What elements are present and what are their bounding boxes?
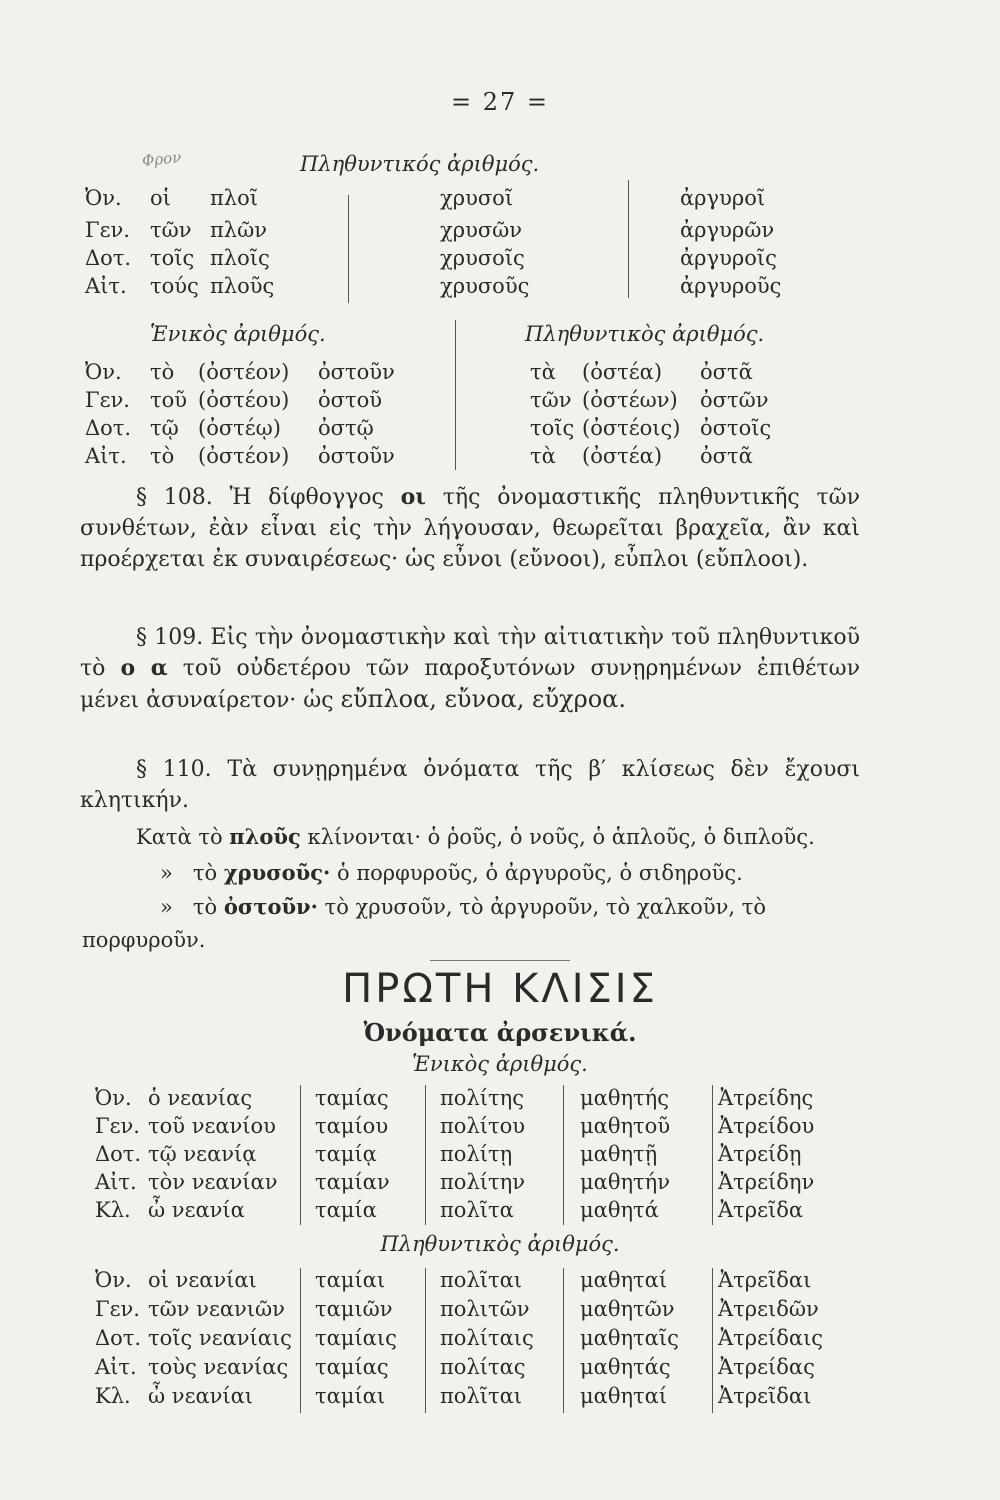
table1-row-3-word: πλοῦς — [210, 274, 275, 298]
sg-divider-4 — [712, 1085, 713, 1225]
table1-row-2-col3: ἀργυροῖς — [680, 246, 777, 270]
sg-divider-3 — [563, 1085, 564, 1225]
line-porphyroun: πορφυροῦν. — [82, 928, 206, 952]
sg-row-0-c2: ταμίας — [315, 1086, 389, 1110]
pl-row-3-c1: τοὺς νεανίας — [148, 1355, 289, 1379]
table2-row-3-r-word: ὀστᾶ — [700, 444, 753, 468]
sg-row-4-case: Κλ. — [95, 1198, 131, 1222]
pl-row-1-c1: τῶν νεανιῶν — [148, 1297, 285, 1321]
table2-row-0-case: Ὀν. — [85, 360, 122, 384]
table2-row-0-r-paren: (ὀστέα) — [582, 360, 663, 384]
section-rule — [430, 960, 570, 961]
table2-row-0-paren: (ὀστέον) — [198, 360, 290, 384]
table1-row-1-art: τῶν — [150, 218, 192, 242]
line2-c: ὁ πορφυροῦς, ὁ ἀργυροῦς, ὁ σιδηροῦς. — [337, 861, 743, 885]
table1-row-1-col2: χρυσῶν — [440, 218, 523, 242]
sg-row-0-c4: μαθητής — [580, 1086, 670, 1110]
table2-row-0-art: τὸ — [150, 360, 175, 384]
sg-row-1-c5: Ἀτρείδου — [718, 1114, 815, 1138]
table2-row-1-r-paren: (ὀστέων) — [582, 388, 678, 412]
section-title: ΠΡΩΤΗ ΚΛΙΣΙΣ — [342, 966, 658, 1012]
table2-row-3-word: ὀστοῦν — [318, 444, 395, 468]
plural-heading: Πληθυντικὸς ἀριθμός. — [380, 1232, 620, 1256]
para108-text-1: Ἡ δίφθογγος — [229, 485, 384, 510]
pl-row-4-c5: Ἀτρεῖδαι — [718, 1384, 812, 1408]
table2-row-0-r-art: τὰ — [530, 360, 556, 384]
table2-row-3-r-art: τὰ — [530, 444, 556, 468]
table1-row-0-case: Ὀν. — [85, 186, 122, 210]
pl-row-0-c5: Ἀτρεῖδαι — [718, 1268, 812, 1292]
pl-row-4-c4: μαθηταί — [580, 1384, 668, 1408]
sg-divider-1 — [300, 1085, 301, 1225]
sg-row-2-c1: τῷ νεανίᾳ — [148, 1142, 257, 1166]
paragraph-109 — [80, 622, 860, 716]
pl-row-3-c4: μαθητάς — [580, 1355, 671, 1379]
line3-a: τὸ — [192, 895, 218, 919]
sg-row-3-c5: Ἀτρείδην — [718, 1170, 815, 1194]
table1-row-0-col2: χρυσοῖ — [440, 186, 514, 210]
table1-row-3-col2: χρυσοῦς — [440, 274, 530, 298]
para109-text-1: Εἰς τὴν ὀνομαστικὴν καὶ τὴν αἰτιατικὴν τοῦ πληθυντικοῦ τὸ — [80, 625, 861, 681]
line1-c: κλίνονται· ὁ ῥοῦς, ὁ νοῦς, ὁ ἁπλοῦς, ὁ διπλοῦς. — [307, 825, 815, 849]
handwritten-marginalia: Φρον — [141, 147, 183, 171]
table2-row-3-case: Αἰτ. — [85, 444, 127, 468]
table1-row-0-col3: ἀργυροῖ — [680, 186, 766, 210]
table1-row-1-col3: ἀργυρῶν — [680, 218, 775, 242]
sg-row-2-case: Δοτ. — [95, 1142, 142, 1166]
table1-row-3-art: τούς — [150, 274, 199, 298]
para109-text-3: εὔπλοα, εὔνοα, εὔχροα. — [340, 685, 626, 713]
line-plous — [136, 824, 815, 849]
sg-row-1-case: Γεν. — [95, 1114, 140, 1138]
pl-divider-4 — [712, 1268, 713, 1413]
table2-row-1-word: ὀστοῦ — [318, 388, 383, 412]
pl-row-4-case: Κλ. — [95, 1384, 131, 1408]
para108-bold: οι — [400, 484, 426, 510]
pl-row-0-case: Ὀν. — [95, 1268, 132, 1292]
sg-row-2-c2: ταμίᾳ — [315, 1142, 377, 1166]
table2-row-2-paren: (ὀστέῳ) — [198, 416, 281, 440]
para108-number: § 108. — [136, 485, 213, 510]
table1-divider-1 — [348, 195, 349, 303]
table1-heading: Πληθυντικός ἀριθμός. — [300, 152, 540, 176]
pl-row-2-c4: μαθηταῖς — [580, 1326, 679, 1350]
sg-row-1-c2: ταμίου — [315, 1114, 389, 1138]
table2-row-2-word: ὀστῷ — [318, 416, 374, 440]
table2-row-2-r-word: ὀστοῖς — [700, 416, 772, 440]
sg-row-3-case: Αἰτ. — [95, 1170, 137, 1194]
table2-divider — [455, 320, 456, 470]
pl-row-3-c5: Ἀτρείδας — [718, 1355, 815, 1379]
paragraph-108 — [80, 482, 860, 575]
table2-heading-right: Πληθυντικὸς ἀριθμός. — [525, 322, 765, 346]
singular-heading: Ἑνικὸς ἀριθμός. — [412, 1052, 588, 1076]
pl-row-4-c2: ταμίαι — [315, 1384, 386, 1408]
table2-row-2-art: τῷ — [150, 416, 179, 440]
sg-row-1-c1: τοῦ νεανίου — [148, 1114, 276, 1138]
table1-row-0-word: πλοῖ — [210, 186, 258, 210]
sg-row-1-c3: πολίτου — [440, 1114, 526, 1138]
pl-row-3-case: Αἰτ. — [95, 1355, 137, 1379]
line2-bold: χρυσοῦς· — [223, 860, 331, 885]
para109-bold: ο α — [120, 655, 168, 681]
sg-row-4-c5: Ἀτρεῖδα — [718, 1198, 804, 1222]
table2-row-0-word: ὀστοῦν — [318, 360, 395, 384]
sg-row-4-c2: ταμία — [315, 1198, 377, 1222]
table1-row-1-case: Γεν. — [85, 218, 130, 242]
para110-text: Τὰ συνῃρημένα ὀνόματα τῆς β′ κλίσεως δὲν ἔχουσι κλητικήν. — [80, 757, 860, 813]
line3-bold: ὀστοῦν· — [223, 894, 318, 919]
pl-row-4-c3: πολῖται — [440, 1384, 523, 1408]
sg-row-0-case: Ὀν. — [95, 1086, 132, 1110]
para108-text-2: τῆς ὀνομαστικῆς πληθυντικῆς τῶν συνθέτων, ἐὰν εἶναι εἰς τὴν λήγουσαν, θεωρεῖται βραχεῖα, ἂν καὶ προέρχεται ἐκ συναιρέσεως· ὡς εὖνοι (εὔνοοι), εὖπλοι (εὔπλοοι). — [80, 485, 860, 572]
pl-row-2-c5: Ἀτρείδαις — [718, 1326, 824, 1350]
table2-row-1-paren: (ὀστέου) — [198, 388, 290, 412]
page-number: = 27 = — [450, 88, 549, 116]
table2-row-3-paren: (ὀστέον) — [198, 444, 290, 468]
sg-row-4-c4: μαθητά — [580, 1198, 659, 1222]
table2-row-1-art: τοῦ — [150, 388, 188, 412]
table2-row-1-r-art: τῶν — [530, 388, 572, 412]
pl-row-0-c4: μαθηταί — [580, 1268, 668, 1292]
line-chrysous — [160, 860, 743, 885]
pl-row-4-c1: ὦ νεανίαι — [148, 1384, 254, 1408]
pl-divider-3 — [563, 1268, 564, 1413]
pl-row-1-c5: Ἀτρειδῶν — [718, 1297, 819, 1321]
pl-row-2-c1: τοῖς νεανίαις — [148, 1326, 292, 1350]
pl-row-0-c3: πολῖται — [440, 1268, 523, 1292]
pl-row-0-c2: ταμίαι — [315, 1268, 386, 1292]
sg-row-2-c5: Ἀτρείδῃ — [718, 1142, 802, 1166]
table1-row-1-word: πλῶν — [210, 218, 268, 242]
section-subtitle: Ὀνόματα ἀρσενικά. — [363, 1018, 637, 1047]
pl-row-1-c2: ταμιῶν — [315, 1297, 393, 1321]
table2-row-2-r-paren: (ὀστέοις) — [582, 416, 681, 440]
table1-row-2-col2: χρυσοῖς — [440, 246, 525, 270]
pl-row-2-case: Δοτ. — [95, 1326, 142, 1350]
para109-number: § 109. — [136, 625, 204, 650]
para110-number: § 110. — [136, 757, 212, 782]
line1-bold: πλοῦς — [229, 824, 301, 849]
pl-row-3-c3: πολίτας — [440, 1355, 526, 1379]
line3-mark: » — [160, 895, 173, 919]
table2-heading-left: Ἑνικὸς ἀριθμός. — [150, 322, 326, 346]
table1-row-0-art: οἱ — [150, 186, 171, 210]
table2-row-3-art: τὸ — [150, 444, 175, 468]
pl-divider-1 — [300, 1268, 301, 1413]
pl-row-1-c3: πολιτῶν — [440, 1297, 530, 1321]
table2-row-2-case: Δοτ. — [85, 416, 132, 440]
paragraph-110 — [80, 754, 860, 816]
sg-row-3-c1: τὸν νεανίαν — [148, 1170, 278, 1194]
pl-row-3-c2: ταμίας — [315, 1355, 389, 1379]
line2-a: τὸ — [192, 861, 218, 885]
table2-row-1-case: Γεν. — [85, 388, 130, 412]
sg-row-2-c4: μαθητῇ — [580, 1142, 658, 1166]
sg-row-0-c3: πολίτης — [440, 1086, 524, 1110]
table2-row-0-r-word: ὀστᾶ — [700, 360, 753, 384]
sg-row-1-c4: μαθητοῦ — [580, 1114, 671, 1138]
pl-row-0-c1: οἱ νεανίαι — [148, 1268, 257, 1292]
sg-row-4-c1: ὦ νεανία — [148, 1198, 245, 1222]
sg-row-0-c5: Ἀτρείδης — [718, 1086, 814, 1110]
pl-row-2-c3: πολίταις — [440, 1326, 534, 1350]
line2-mark: » — [160, 861, 173, 885]
table1-row-2-art: τοῖς — [150, 246, 195, 270]
table2-row-1-r-word: ὀστῶν — [700, 388, 769, 412]
line1-a: Κατὰ τὸ — [136, 825, 223, 849]
sg-row-4-c3: πολῖτα — [440, 1198, 514, 1222]
line3-c: τὸ χρυσοῦν, τὸ ἀργυροῦν, τὸ χαλκοῦν, τὸ — [324, 895, 766, 919]
table2-row-2-r-art: τοῖς — [530, 416, 575, 440]
para109-text-2: τοῦ οὐδετέρου τῶν παροξυτόνων συνῃρημένων ἐπιθέτων μένει ἀσυναίρετον· ὡς — [80, 656, 860, 713]
sg-row-2-c3: πολίτῃ — [440, 1142, 513, 1166]
sg-row-0-c1: ὁ νεανίας — [148, 1086, 253, 1110]
pl-divider-2 — [425, 1268, 426, 1413]
table1-row-2-case: Δοτ. — [85, 246, 132, 270]
pl-row-2-c2: ταμίαις — [315, 1326, 397, 1350]
table1-row-3-col3: ἀργυροῦς — [680, 274, 782, 298]
table2-row-3-r-paren: (ὀστέα) — [582, 444, 663, 468]
pl-row-1-case: Γεν. — [95, 1297, 140, 1321]
pl-row-1-c4: μαθητῶν — [580, 1297, 675, 1321]
table1-row-2-word: πλοῖς — [210, 246, 270, 270]
sg-row-3-c4: μαθητήν — [580, 1170, 671, 1194]
sg-divider-2 — [425, 1085, 426, 1225]
table1-divider-2 — [628, 180, 629, 298]
sg-row-3-c2: ταμίαν — [315, 1170, 390, 1194]
table1-row-3-case: Αἰτ. — [85, 274, 127, 298]
line-ostoun — [160, 894, 766, 919]
sg-row-3-c3: πολίτην — [440, 1170, 525, 1194]
